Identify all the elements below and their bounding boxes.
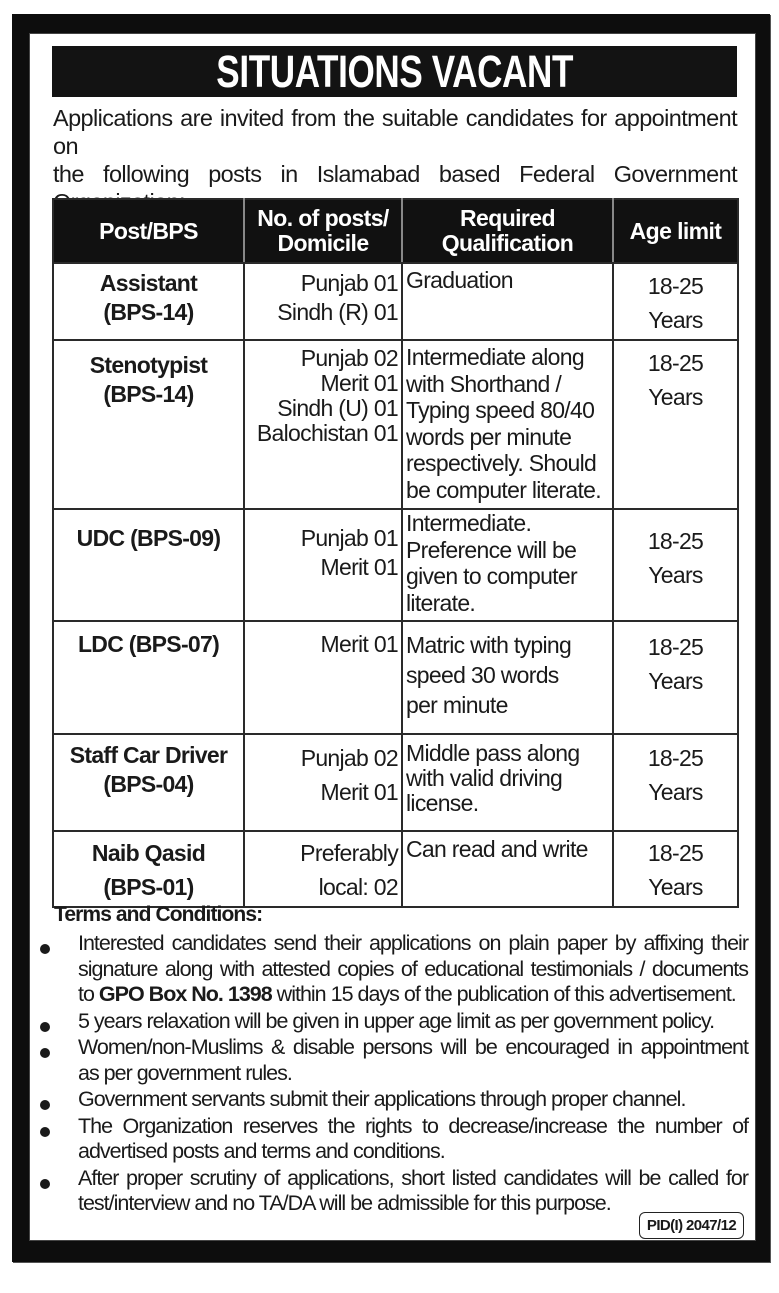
terms-item xyxy=(40,1114,748,1165)
terms-item xyxy=(40,1009,748,1035)
age-text: 18-25 xyxy=(647,528,704,554)
qualification-text: per minute xyxy=(406,692,508,718)
post-text: (BPS-04) xyxy=(103,770,194,797)
domicile-cell xyxy=(244,734,402,831)
column-header-age xyxy=(613,199,738,263)
qualification-text: be computer literate. xyxy=(406,476,601,503)
domicile-text: Preferably xyxy=(300,840,398,866)
terms-text: 5 years relaxation will be given in upper age limit as per government policy. xyxy=(78,1008,715,1033)
title-banner xyxy=(52,46,737,97)
table-row xyxy=(53,509,738,621)
qualification-text: with Shorthand / xyxy=(406,370,562,397)
qualification-text: Middle pass along xyxy=(406,740,580,766)
qualification-text: Intermediate. xyxy=(406,510,532,536)
table-row xyxy=(53,831,738,907)
column-header-domicile xyxy=(244,199,402,263)
qualification-text: speed 30 words xyxy=(406,662,559,688)
qualification-cell xyxy=(402,509,613,621)
age-cell xyxy=(613,263,738,340)
terms-text: Interested candidates send their applications on plain paper by affixing their xyxy=(78,931,748,955)
qualification-text: respectively. Should xyxy=(406,450,597,476)
post-text: LDC (BPS-07) xyxy=(77,631,220,657)
age-cell xyxy=(613,734,738,831)
header-text: Domicile xyxy=(277,230,369,256)
post-text: Stenotypist xyxy=(89,352,208,378)
domicile-text: Merit 01 xyxy=(320,553,398,580)
column-header-qualification xyxy=(402,199,613,263)
terms-text-prefix: to xyxy=(78,982,99,1006)
post-cell xyxy=(53,340,244,509)
terms-text: test/interview and no TA/DA will be admissible for this purpose. xyxy=(78,1191,611,1215)
age-text: 18-25 xyxy=(647,634,704,660)
domicile-text: Merit 01 xyxy=(320,631,398,657)
qualification-cell xyxy=(402,621,613,734)
terms-list xyxy=(40,931,748,1218)
age-text: Years xyxy=(648,384,703,410)
post-cell xyxy=(53,621,244,734)
qualification-text: with valid driving xyxy=(406,765,563,791)
terms-item xyxy=(40,1035,748,1086)
qualification-text: given to computer xyxy=(406,563,577,589)
post-text: (BPS-01) xyxy=(103,874,194,900)
domicile-cell xyxy=(244,621,402,734)
header-text: No. of posts/ xyxy=(257,205,389,231)
qualification-text: Typing speed 80/40 xyxy=(406,397,595,423)
bullet-icon xyxy=(40,1179,50,1189)
domicile-text: Sindh (R) 01 xyxy=(277,298,398,325)
qualification-text: Preference will be xyxy=(406,536,577,563)
post-text: (BPS-14) xyxy=(103,380,194,407)
qualification-cell xyxy=(402,340,613,509)
age-text: Years xyxy=(648,874,703,900)
terms-text: as per government rules. xyxy=(78,1060,292,1085)
age-text: Years xyxy=(648,562,703,588)
terms-text: Government servants submit their applications through proper channel. xyxy=(78,1087,686,1111)
intro-line: the following posts in Islamabad based Federal Government xyxy=(53,161,737,187)
domicile-text: Balochistan 01 xyxy=(256,420,398,446)
bullet-icon xyxy=(40,1100,50,1110)
age-text: Years xyxy=(648,307,703,333)
terms-text: After proper scrutiny of applications, short listed candidates will be called for xyxy=(78,1165,748,1190)
age-text: 18-25 xyxy=(647,350,704,376)
age-cell xyxy=(613,831,738,907)
domicile-text: local: 02 xyxy=(318,874,398,900)
page-title: SITUATIONS VACANT xyxy=(216,46,573,97)
qualification-text: Matric with typing xyxy=(406,632,572,658)
domicile-cell xyxy=(244,831,402,907)
qualification-text: Graduation xyxy=(406,267,513,293)
domicile-text: Sindh (U) 01 xyxy=(277,395,398,421)
domicile-cell xyxy=(244,509,402,621)
domicile-text: Merit 01 xyxy=(320,779,398,805)
qualification-text: words per minute xyxy=(406,423,572,450)
post-text: Assistant xyxy=(99,270,198,296)
domicile-cell xyxy=(244,340,402,509)
age-text: 18-25 xyxy=(647,840,704,866)
terms-item xyxy=(40,1166,748,1217)
bullet-icon xyxy=(40,1127,50,1137)
table-row xyxy=(53,340,738,509)
terms-text-suffix: within 15 days of the publication of this advertisement. xyxy=(271,982,736,1006)
domicile-text: Punjab 02 xyxy=(300,345,398,371)
header-text: Required xyxy=(460,205,555,231)
terms-text: signature along with attested copies of educational testimonials / documents xyxy=(78,956,748,981)
age-text: 18-25 xyxy=(647,745,704,771)
post-cell xyxy=(53,263,244,340)
age-cell xyxy=(613,621,738,734)
bullet-icon xyxy=(40,1048,50,1058)
age-text: Years xyxy=(648,779,703,805)
table-row xyxy=(53,734,738,831)
terms-heading: Terms and Conditions: xyxy=(54,903,263,926)
terms-text xyxy=(78,982,748,1008)
age-text: 18-25 xyxy=(647,273,704,299)
header-text: Qualification xyxy=(441,230,574,256)
bullet-icon xyxy=(40,944,50,954)
vacancies-table xyxy=(52,198,739,908)
age-text: Years xyxy=(648,668,703,694)
terms-text: The Organization reserves the rights to decrease/increase the number of xyxy=(78,1113,748,1138)
domicile-cell xyxy=(244,263,402,340)
terms-item xyxy=(40,931,748,1008)
qualification-cell xyxy=(402,734,613,831)
qualification-text: license. xyxy=(406,790,479,816)
table-row xyxy=(53,621,738,734)
post-cell xyxy=(53,831,244,907)
post-cell xyxy=(53,734,244,831)
qualification-text: Can read and write xyxy=(406,836,588,862)
table-header-row xyxy=(53,199,738,263)
terms-item xyxy=(40,1087,748,1113)
qualification-cell xyxy=(402,263,613,340)
intro-line: Applications are invited from the suitable candidates for appointment on xyxy=(53,105,737,159)
header-text: Post/BPS xyxy=(99,217,198,244)
qualification-text: Intermediate along xyxy=(406,344,584,370)
domicile-text: Punjab 02 xyxy=(300,745,398,771)
column-header-post xyxy=(53,199,244,263)
pid-reference-badge: PID(I) 2047/12 xyxy=(639,1212,744,1239)
post-text: (BPS-14) xyxy=(103,298,194,325)
domicile-text: Merit 01 xyxy=(320,370,398,396)
post-text: UDC (BPS-09) xyxy=(76,525,221,551)
gpo-box-address: GPO Box No. 1398 xyxy=(98,982,272,1006)
post-text: Staff Car Driver xyxy=(69,742,228,768)
post-text: Naib Qasid xyxy=(91,840,206,866)
post-cell xyxy=(53,509,244,621)
bullet-icon xyxy=(40,1022,50,1032)
domicile-text: Punjab 01 xyxy=(300,270,398,296)
terms-text: Women/non-Muslims & disable persons will be encouraged in appointment xyxy=(78,1035,748,1059)
qualification-text: literate. xyxy=(406,589,476,616)
terms-text: advertised posts and terms and conditions. xyxy=(78,1139,445,1163)
header-text: Age limit xyxy=(629,217,722,244)
age-cell xyxy=(613,509,738,621)
age-cell xyxy=(613,340,738,509)
qualification-cell xyxy=(402,831,613,907)
domicile-text: Punjab 01 xyxy=(300,525,398,551)
table-row xyxy=(53,263,738,340)
